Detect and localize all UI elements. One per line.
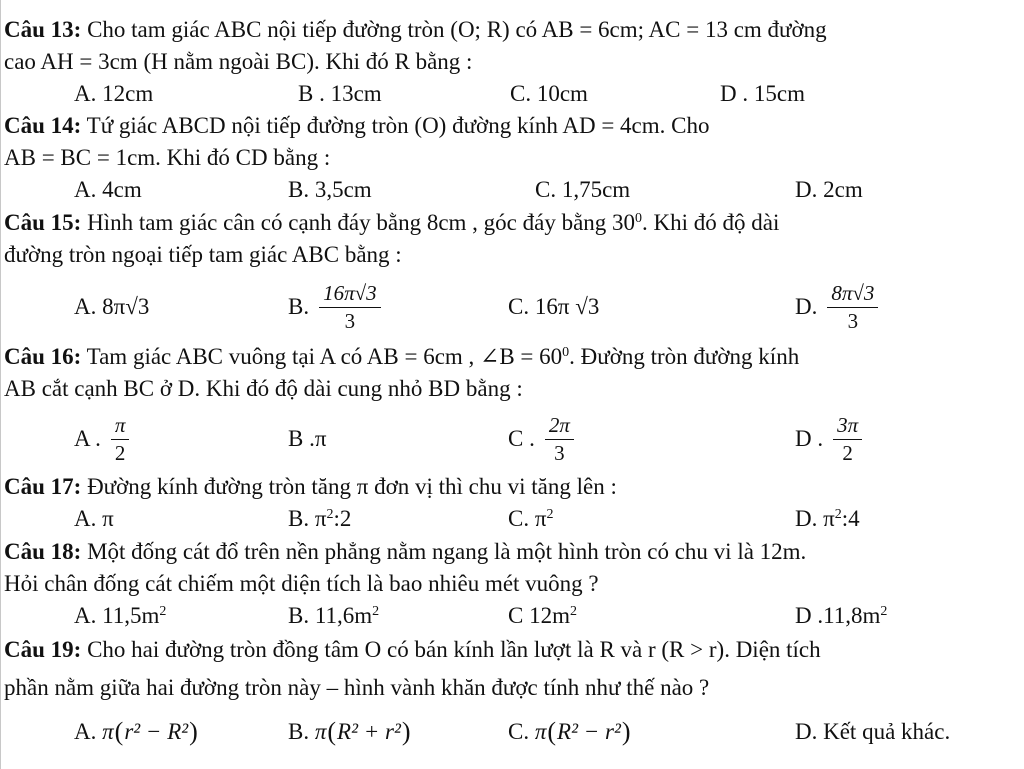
q17-option-d: D. π 2 :4	[795, 506, 860, 531]
q18-option-a: A. 11,5m 2	[74, 603, 167, 628]
q19-option-c: C. π ( R² − r² )	[508, 717, 631, 746]
q18-option-c: C 12m 2	[508, 603, 577, 628]
question-19-title: Câu 19:	[4, 637, 82, 662]
q16-option-a-fraction: $\frac{\pi}{2}$	[111, 415, 130, 464]
q17-option-a: A. π	[74, 506, 114, 531]
q13-option-d: D . 15cm	[720, 81, 805, 106]
q16-option-d-fraction: $\frac{3\pi}{2}$	[833, 415, 862, 464]
q16-option-c-fraction: $\frac{2\pi}{3}$	[545, 415, 574, 464]
question-15-line-1: Câu 15: Hình tam giác cân có cạnh đáy bằng 8cm , góc đáy bằng $30^0$. Khi đó độ dài	[4, 210, 780, 235]
q14-option-a: A. 4cm	[74, 177, 142, 202]
q13-option-c: C. 10cm	[510, 81, 588, 106]
question-16-line-1: Câu 16: Tam giác ABC vuông tại A có AB = 6cm , ∠B = $60^0$. Đường tròn đường kính	[4, 344, 800, 369]
q15-option-c: C. 16π √3	[508, 294, 600, 319]
question-19-options	[0, 707, 1024, 757]
q16-option-b: B .π	[288, 426, 327, 451]
question-18-line-2: Hỏi chân đống cát chiếm một diện tích là bao nhiêu mét vuông ?	[4, 571, 599, 596]
q17-option-c: C. π 2	[508, 506, 554, 531]
q19-option-d: D. Kết quả khác.	[795, 719, 951, 744]
q13-option-a: A. 12cm	[74, 81, 154, 106]
q14-option-b: B. 3,5cm	[288, 177, 372, 202]
question-16-line-2: AB cắt cạnh BC ở D. Khi đó độ dài cung nhỏ BD bằng :	[4, 376, 523, 401]
q17-option-b: B. π 2 :2	[288, 506, 352, 531]
q19-option-b: B. π ( R² + r² )	[288, 717, 411, 746]
question-13-line-2: cao AH = 3cm (H nằm ngoài BC). Khi đó R bằng :	[4, 49, 473, 74]
question-17-options	[0, 503, 1024, 535]
page-left-border	[0, 0, 1, 769]
question-15-options	[0, 282, 1024, 332]
question-16-title: Câu 16:	[4, 344, 82, 369]
q16-option-c: C . $\frac{2\pi}{3}$	[508, 414, 574, 464]
question-17-line-1: Câu 17: Đường kính đường tròn tăng π đơn vị thì chu vi tăng lên :	[4, 474, 617, 499]
question-14-line-1: Câu 14: Tứ giác ABCD nội tiếp đường tròn (O) đường kính AD = 4cm. Cho	[4, 113, 710, 138]
q15-option-a: A. 8π√3	[74, 294, 150, 319]
q15-option-d: D. $\frac{8\pi√3}{3}$	[795, 282, 878, 332]
q18-option-d: D .11,8m 2	[795, 603, 888, 628]
q16-option-d: D . $\frac{3\pi}{2}$	[795, 414, 862, 464]
q15-option-b: B. $\frac{16\pi√3}{3}$	[288, 282, 381, 332]
q14-option-c: C. 1,75cm	[535, 177, 631, 202]
q15-option-b-fraction: $\frac{16\pi√3}{3}$	[319, 283, 381, 332]
q13-option-b: B . 13cm	[298, 81, 382, 106]
q15-option-d-fraction: $\frac{8\pi√3}{3}$	[827, 283, 878, 332]
q14-option-d: D. 2cm	[795, 177, 863, 202]
question-18-title: Câu 18:	[4, 539, 82, 564]
question-18-options	[0, 600, 1024, 632]
q18-option-b: B. 11,6m 2	[288, 603, 380, 628]
question-19-line-1: Câu 19: Cho hai đường tròn đồng tâm O có bán kính lần lượt là R và r (R > r). Diện tích	[4, 637, 821, 662]
question-14-line-2: AB = BC = 1cm. Khi đó CD bằng :	[4, 145, 331, 170]
question-15-line-2: đường tròn ngoại tiếp tam giác ABC bằng :	[4, 242, 402, 267]
question-17-title: Câu 17:	[4, 474, 82, 499]
q19-option-a: A. π ( r² − R² )	[74, 717, 198, 746]
question-19-line-2: phần nằm giữa hai đường tròn này – hình vành khăn được tính như thế nào ?	[4, 675, 710, 700]
question-14-title: Câu 14:	[4, 113, 82, 138]
question-15-title: Câu 15:	[4, 210, 82, 235]
question-16-options	[0, 414, 1024, 464]
question-13-line-1: Câu 13: Cho tam giác ABC nội tiếp đường tròn (O; R) có AB = 6cm; AC = 13 cm đường	[4, 17, 827, 42]
question-14-options	[0, 174, 1024, 206]
q16-option-a: A . $\frac{\pi}{2}$	[74, 414, 129, 464]
question-13-options	[0, 78, 1024, 110]
question-13-title: Câu 13:	[4, 17, 82, 42]
question-18-line-1: Câu 18: Một đống cát đổ trên nền phẳng nằm ngang là một hình tròn có chu vi là 12m.	[4, 539, 807, 564]
